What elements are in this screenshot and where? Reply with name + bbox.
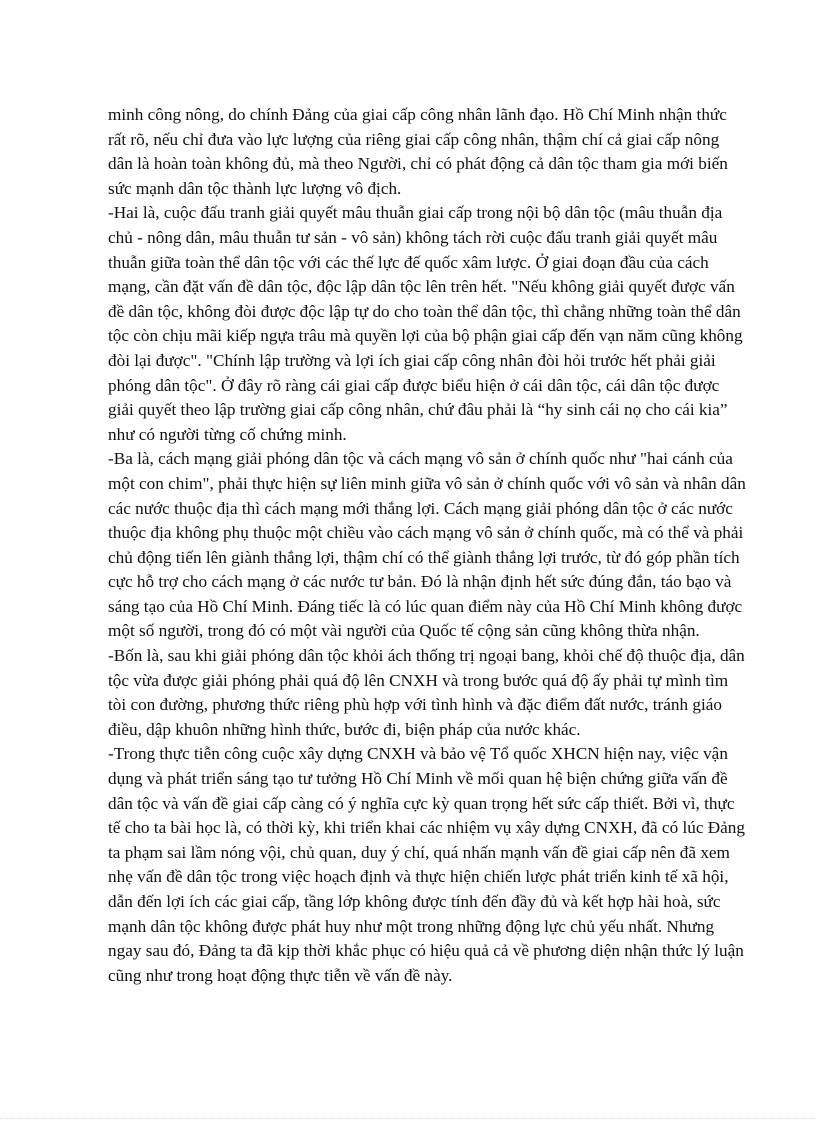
paragraph-point-four: -Bốn là, sau khi giải phóng dân tộc khỏi ách thống trị ngoại bang, khỏi chế độ thuộc địa, dân tộc vừa được giải phóng phải quá độ lên CNXH và trong bước quá độ ấy phải tự mình tìm tòi con đường, phương thức riêng phù hợp với tình hình và đặc điểm đất nước, tránh giáo điều, dập khuôn những hình thức, bước đi, biện pháp của nước khác.: [108, 646, 745, 739]
paragraph-point-two: -Hai là, cuộc đấu tranh giải quyết mâu thuẫn giai cấp trong nội bộ dân tộc (mâu thuẫn địa chủ - nông dân, mâu thuẫn tư sản - vô sản) không tách rời cuộc đấu tranh giải quyết mâu thuẫn giữa toàn thể dân tộc với các thế lực đế quốc xâm lược. Ở giai đoạn đầu của cách mạng, cần đặt vấn đề dân tộc, độc lập dân tộc lên trên hết. "Nếu không giải quyết được vấn đề dân tộc, không đòi được độc lập tự do cho toàn thể dân tộc, thì chẳng những toàn thể dân tộc còn chịu mãi kiếp ngựa trâu mà quyền lợi của bộ phận giai cấp đến vạn năm cũng không đòi lại được". "Chính lập trường và lợi ích giai cấp công nhân đòi hỏi trước hết phải giải phóng dân tộc". Ở đây rõ ràng cái giai cấp được biểu hiện ở cái dân tộc, cái dân tộc được giải quyết theo lập trường giai cấp công nhân, chứ đâu phải là “hy sinh cái nọ cho cái kia” như có người từng cố chứng minh.: [108, 203, 743, 444]
document-page: [108, 103, 748, 988]
paragraph-point-three: -Ba là, cách mạng giải phóng dân tộc và cách mạng vô sản ở chính quốc như "hai cánh của một con chim", phải thực hiện sự liên minh giữa vô sản ở chính quốc với vô sản và nhân dân các nước thuộc địa thì cách mạng mới thắng lợi. Cách mạng giải phóng dân tộc ở các nước thuộc địa không phụ thuộc một chiều vào cách mạng vô sản ở chính quốc, mà có thể và phải chủ động tiến lên giành thắng lợi, thậm chí có thể giành thắng lợi trước, từ đó góp phần tích cực hỗ trợ cho cách mạng ở các nước tư bản. Đó là nhận định hết sức đúng đắn, táo bạo và sáng tạo của Hồ Chí Minh. Đáng tiếc là có lúc quan điểm này của Hồ Chí Minh không được một số người, trong đó có một vài người của Quốc tế cộng sản cũng không thừa nhận.: [108, 449, 746, 641]
paragraph-practice: -Trong thực tiễn công cuộc xây dựng CNXH và bảo vệ Tổ quốc XHCN hiện nay, việc vận dụng và phát triển sáng tạo tư tưởng Hồ Chí Minh về mối quan hệ biện chứng giữa vấn đề dân tộc và vấn đề giai cấp càng có ý nghĩa cực kỳ quan trọng hết sức cấp thiết. Bởi vì, thực tế cho ta bài học là, có thời kỳ, khi triển khai các nhiệm vụ xây dựng CNXH, đã có lúc Đảng ta phạm sai lầm nóng vội, chủ quan, duy ý chí, quá nhấn mạnh vấn đề giai cấp nên đã xem nhẹ vấn đề dân tộc trong việc hoạch định và thực hiện chiến lược phát triển kinh tế xã hội, dẫn đến lợi ích các giai cấp, tầng lớp không được tính đến đầy đủ và kết hợp hài hoà, sức mạnh dân tộc không được phát huy như một trong những động lực chủ yếu nhất. Nhưng ngay sau đó, Đảng ta đã kịp thời khắc phục có hiệu quả cả về phương diện nhận thức lý luận cũng như trong hoạt động thực tiễn về vấn đề này.: [108, 744, 745, 985]
page-bottom-divider: [0, 1118, 816, 1119]
paragraph-continuation: minh công nông, do chính Đảng của giai cấp công nhân lãnh đạo. Hồ Chí Minh nhận thức rất rõ, nếu chỉ đưa vào lực lượng của riêng giai cấp công nhân, thậm chí cả giai cấp nông dân là hoàn toàn không đủ, mà theo Người, chỉ có phát động cả dân tộc tham gia mới biến sức mạnh dân tộc thành lực lượng vô địch.: [108, 105, 728, 198]
